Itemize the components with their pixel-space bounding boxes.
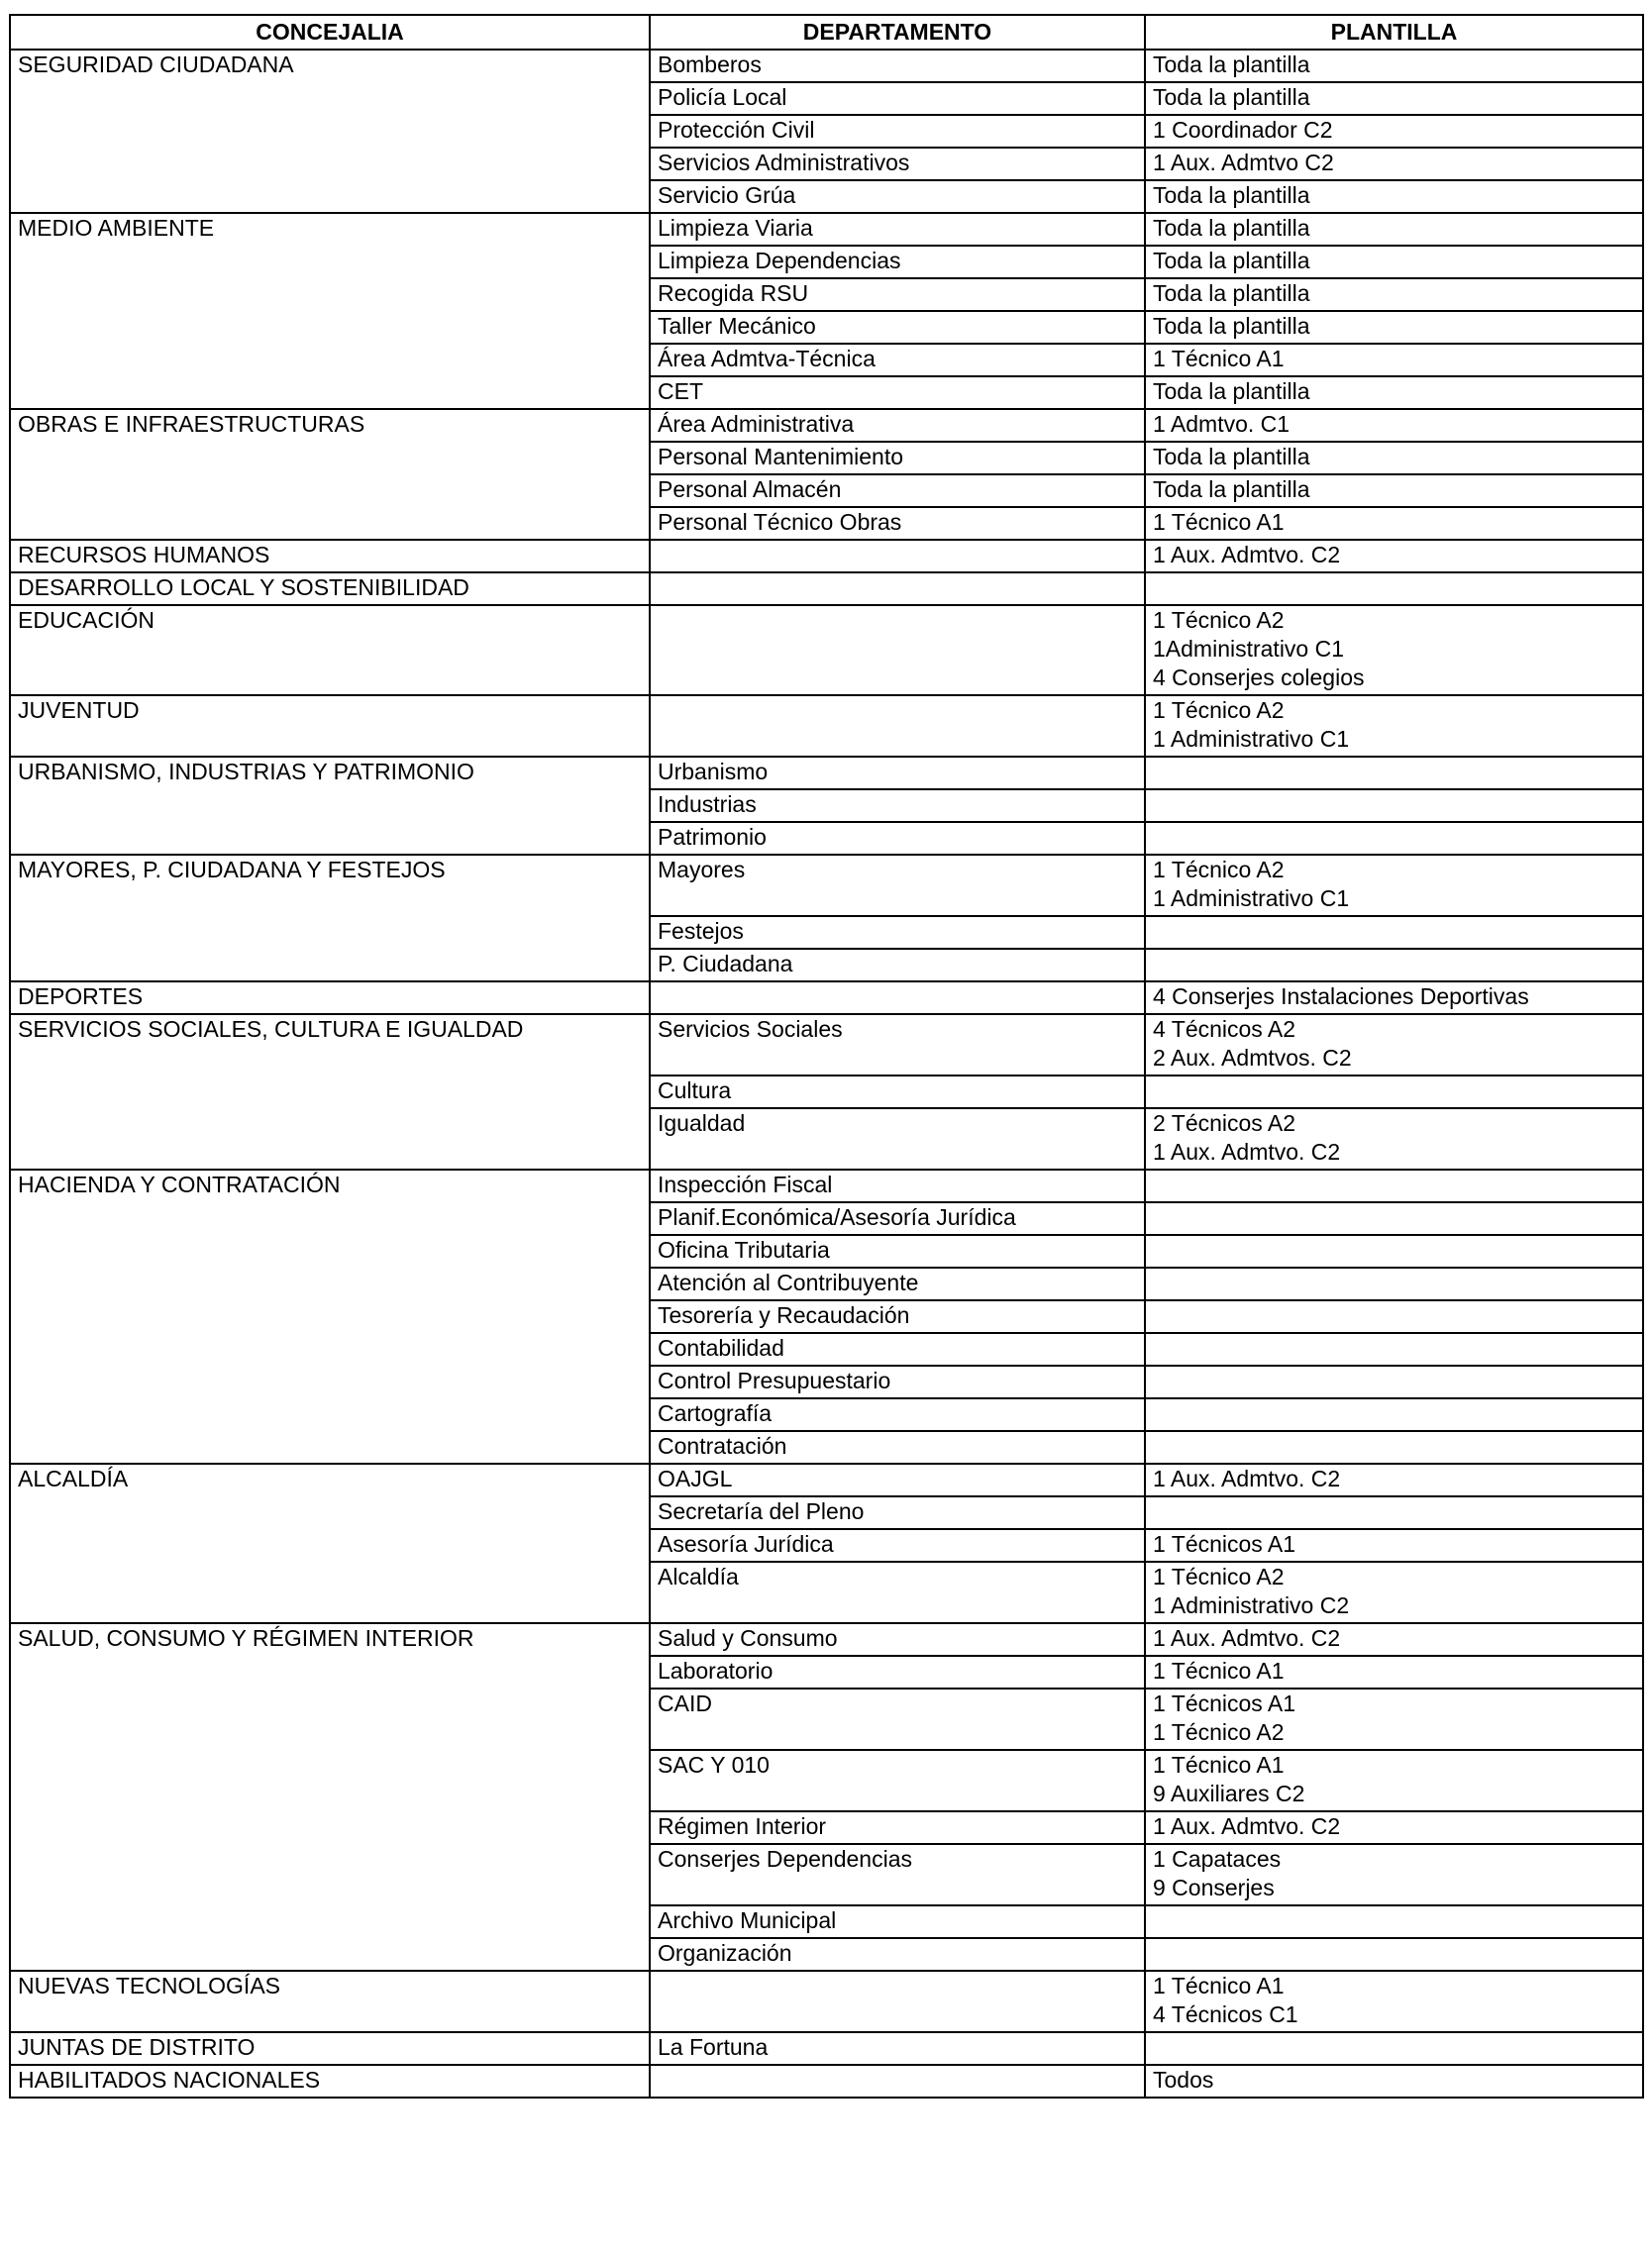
plantilla-cell [1145, 757, 1643, 789]
departamento-cell: Archivo Municipal [650, 1905, 1145, 1938]
plantilla-cell: 1 Técnicos A1 1 Técnico A2 [1145, 1689, 1643, 1750]
concejalia-cell: HACIENDA Y CONTRATACIÓN [10, 1170, 650, 1464]
plantilla-cell: Toda la plantilla [1145, 376, 1643, 409]
plantilla-cell: 1 Aux. Admtvo. C2 [1145, 540, 1643, 572]
departamento-cell: Contabilidad [650, 1333, 1145, 1366]
plantilla-cell [1145, 1333, 1643, 1366]
departamento-cell: Cultura [650, 1076, 1145, 1108]
plantilla-cell: Toda la plantilla [1145, 82, 1643, 115]
departamento-cell: Limpieza Dependencias [650, 246, 1145, 278]
plantilla-cell: 1 Coordinador C2 [1145, 115, 1643, 148]
plantilla-cell: 4 Conserjes Instalaciones Deportivas [1145, 981, 1643, 1014]
table-row [10, 1971, 1643, 2032]
departamento-cell: Urbanismo [650, 757, 1145, 789]
departamento-cell [650, 540, 1145, 572]
plantilla-cell [1145, 1235, 1643, 1268]
departamento-cell: Planif.Económica/Asesoría Jurídica [650, 1202, 1145, 1235]
plantilla-cell [1145, 572, 1643, 605]
departamento-cell: Atención al Contribuyente [650, 1268, 1145, 1300]
plantilla-cell: Toda la plantilla [1145, 180, 1643, 213]
table-row [10, 981, 1643, 1014]
plantilla-cell [1145, 949, 1643, 981]
plantilla-cell: 1 Técnico A1 [1145, 507, 1643, 540]
header-concejalia: CONCEJALIA [10, 15, 650, 50]
departamento-cell: Bomberos [650, 50, 1145, 82]
departamento-cell: Salud y Consumo [650, 1623, 1145, 1656]
departamento-cell: La Fortuna [650, 2032, 1145, 2065]
departamento-cell [650, 605, 1145, 695]
concejalia-cell: SERVICIOS SOCIALES, CULTURA E IGUALDAD [10, 1014, 650, 1170]
departamento-cell: Personal Almacén [650, 474, 1145, 507]
departamento-cell: Taller Mecánico [650, 311, 1145, 344]
plantilla-cell [1145, 1496, 1643, 1529]
plantilla-cell [1145, 1398, 1643, 1431]
departamento-cell: Patrimonio [650, 822, 1145, 855]
concejalia-cell: SALUD, CONSUMO Y RÉGIMEN INTERIOR [10, 1623, 650, 1971]
table-row [10, 855, 1643, 916]
plantilla-cell: Toda la plantilla [1145, 213, 1643, 246]
departamento-cell: Control Presupuestario [650, 1366, 1145, 1398]
departamento-cell: Limpieza Viaria [650, 213, 1145, 246]
departamento-cell: Policía Local [650, 82, 1145, 115]
table-row [10, 1464, 1643, 1496]
plantilla-cell [1145, 1076, 1643, 1108]
table-row [10, 1014, 1643, 1076]
departamento-cell [650, 695, 1145, 757]
plantilla-cell: 1 Admtvo. C1 [1145, 409, 1643, 442]
plantilla-cell [1145, 1268, 1643, 1300]
departamento-cell: Organización [650, 1938, 1145, 1971]
table-row [10, 572, 1643, 605]
concejalia-cell: JUNTAS DE DISTRITO [10, 2032, 650, 2065]
concejalia-cell: MAYORES, P. CIUDADANA Y FESTEJOS [10, 855, 650, 981]
departamento-cell: Cartografía [650, 1398, 1145, 1431]
departamento-cell: Área Administrativa [650, 409, 1145, 442]
departamento-cell: Oficina Tributaria [650, 1235, 1145, 1268]
concejalia-cell: JUVENTUD [10, 695, 650, 757]
departamento-cell: Industrias [650, 789, 1145, 822]
plantilla-cell [1145, 1202, 1643, 1235]
table-row [10, 757, 1643, 789]
departamento-cell: Recogida RSU [650, 278, 1145, 311]
departamento-cell: CAID [650, 1689, 1145, 1750]
plantilla-cell: 1 Aux. Admtvo. C2 [1145, 1464, 1643, 1496]
table-row [10, 50, 1643, 82]
table-row [10, 1623, 1643, 1656]
concejalia-cell: NUEVAS TECNOLOGÍAS [10, 1971, 650, 2032]
departamento-cell: Mayores [650, 855, 1145, 916]
departamento-cell: Inspección Fiscal [650, 1170, 1145, 1202]
concejalia-cell: OBRAS E INFRAESTRUCTURAS [10, 409, 650, 540]
plantilla-cell: 1 Técnico A1 9 Auxiliares C2 [1145, 1750, 1643, 1811]
concejalia-cell: SEGURIDAD CIUDADANA [10, 50, 650, 213]
departamento-cell: Régimen Interior [650, 1811, 1145, 1844]
departamento-cell: Personal Técnico Obras [650, 507, 1145, 540]
departamento-cell: Servicios Administrativos [650, 148, 1145, 180]
plantilla-cell: Toda la plantilla [1145, 442, 1643, 474]
departamento-cell: Contratación [650, 1431, 1145, 1464]
header-row [10, 15, 1643, 50]
plantilla-cell [1145, 1938, 1643, 1971]
plantilla-cell: 1 Técnicos A1 [1145, 1529, 1643, 1562]
plantilla-cell [1145, 789, 1643, 822]
concejalia-cell: DEPORTES [10, 981, 650, 1014]
table-row [10, 213, 1643, 246]
staff-table [9, 14, 1644, 2099]
departamento-cell: Festejos [650, 916, 1145, 949]
plantilla-cell: 1 Técnico A1 4 Técnicos C1 [1145, 1971, 1643, 2032]
plantilla-cell: Toda la plantilla [1145, 474, 1643, 507]
table-row [10, 2065, 1643, 2098]
plantilla-cell: 1 Técnico A2 1 Administrativo C1 [1145, 855, 1643, 916]
departamento-cell: SAC Y 010 [650, 1750, 1145, 1811]
departamento-cell: CET [650, 376, 1145, 409]
departamento-cell: Tesorería y Recaudación [650, 1300, 1145, 1333]
plantilla-cell: Todos [1145, 2065, 1643, 2098]
departamento-cell [650, 1971, 1145, 2032]
concejalia-cell: URBANISMO, INDUSTRIAS Y PATRIMONIO [10, 757, 650, 855]
header-plantilla: PLANTILLA [1145, 15, 1643, 50]
plantilla-cell: 1 Técnico A2 1 Administrativo C1 [1145, 695, 1643, 757]
table-row [10, 695, 1643, 757]
plantilla-cell [1145, 1905, 1643, 1938]
departamento-cell: Conserjes Dependencias [650, 1844, 1145, 1905]
plantilla-cell: 1 Técnico A2 1Administrativo C1 4 Conserjes colegios [1145, 605, 1643, 695]
departamento-cell: Área Admtva-Técnica [650, 344, 1145, 376]
departamento-cell: Asesoría Jurídica [650, 1529, 1145, 1562]
plantilla-cell: 2 Técnicos A2 1 Aux. Admtvo. C2 [1145, 1108, 1643, 1170]
plantilla-cell [1145, 1431, 1643, 1464]
departamento-cell: Alcaldía [650, 1562, 1145, 1623]
departamento-cell [650, 2065, 1145, 2098]
plantilla-cell: Toda la plantilla [1145, 311, 1643, 344]
departamento-cell: Servicio Grúa [650, 180, 1145, 213]
departamento-cell: Secretaría del Pleno [650, 1496, 1145, 1529]
departamento-cell: OAJGL [650, 1464, 1145, 1496]
departamento-cell [650, 572, 1145, 605]
plantilla-cell: 1 Técnico A1 [1145, 1656, 1643, 1689]
plantilla-cell: 1 Técnico A1 [1145, 344, 1643, 376]
plantilla-cell: 1 Aux. Admtvo. C2 [1145, 1623, 1643, 1656]
plantilla-cell: 1 Técnico A2 1 Administrativo C2 [1145, 1562, 1643, 1623]
table-row [10, 409, 1643, 442]
plantilla-cell [1145, 2032, 1643, 2065]
concejalia-cell: EDUCACIÓN [10, 605, 650, 695]
departamento-cell: Igualdad [650, 1108, 1145, 1170]
concejalia-cell: MEDIO AMBIENTE [10, 213, 650, 409]
plantilla-cell [1145, 822, 1643, 855]
concejalia-cell: DESARROLLO LOCAL Y SOSTENIBILIDAD [10, 572, 650, 605]
plantilla-cell [1145, 1366, 1643, 1398]
plantilla-cell: 1 Capataces 9 Conserjes [1145, 1844, 1643, 1905]
plantilla-cell: 1 Aux. Admtvo. C2 [1145, 1811, 1643, 1844]
plantilla-cell [1145, 916, 1643, 949]
plantilla-cell: 1 Aux. Admtvo C2 [1145, 148, 1643, 180]
concejalia-cell: RECURSOS HUMANOS [10, 540, 650, 572]
departamento-cell: Servicios Sociales [650, 1014, 1145, 1076]
departamento-cell: P. Ciudadana [650, 949, 1145, 981]
plantilla-cell [1145, 1300, 1643, 1333]
plantilla-cell: 4 Técnicos A2 2 Aux. Admtvos. C2 [1145, 1014, 1643, 1076]
plantilla-cell: Toda la plantilla [1145, 278, 1643, 311]
concejalia-cell: ALCALDÍA [10, 1464, 650, 1623]
departamento-cell [650, 981, 1145, 1014]
table-body [10, 50, 1643, 2098]
departamento-cell: Personal Mantenimiento [650, 442, 1145, 474]
table-row [10, 540, 1643, 572]
header-departamento: DEPARTAMENTO [650, 15, 1145, 50]
plantilla-cell: Toda la plantilla [1145, 50, 1643, 82]
plantilla-cell: Toda la plantilla [1145, 246, 1643, 278]
concejalia-cell: HABILITADOS NACIONALES [10, 2065, 650, 2098]
plantilla-cell [1145, 1170, 1643, 1202]
table-row [10, 1170, 1643, 1202]
departamento-cell: Protección Civil [650, 115, 1145, 148]
table-row [10, 605, 1643, 695]
departamento-cell: Laboratorio [650, 1656, 1145, 1689]
table-row [10, 2032, 1643, 2065]
